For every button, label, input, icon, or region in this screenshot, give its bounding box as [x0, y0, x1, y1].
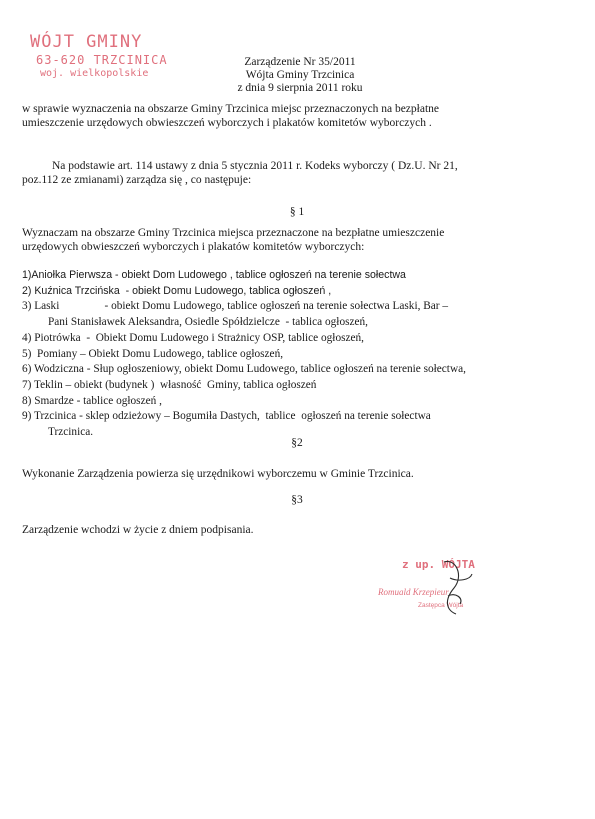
document-header — [200, 56, 400, 95]
stamp-line-1: WÓJT GMINY — [30, 32, 143, 52]
signature-stamp — [360, 548, 540, 618]
signature-stamp-line-3: Zastępca Wójta — [418, 602, 464, 609]
section-1-heading: § 1 — [289, 206, 305, 218]
locations-list — [22, 268, 572, 441]
signature-stamp-line-1: z up. WÓJTA — [402, 558, 475, 571]
list-item-continuation: Trzcinica. — [48, 426, 94, 439]
intro-line-2: urzędowych obwieszczeń wyborczych i plakatów komitetów wyborczych: — [22, 240, 365, 253]
intro-line-1: Wyznaczam na obszarze Gminy Trzcinica miejsca przeznaczone na bezpłatne umieszczenie — [22, 227, 445, 239]
decree-number: Zarządzenie Nr 35/2011 — [244, 56, 356, 68]
section-3-text: Zarządzenie wchodzi w życie z dniem podpisania. — [22, 524, 254, 536]
list-item-continuation: Pani Stanisławek Aleksandra, Osiedle Spółdzielcze - tablica ogłoszeń, — [48, 316, 368, 329]
stamp-line-3: woj. wielkopolskie — [40, 68, 149, 79]
section-1-intro — [22, 227, 562, 254]
section-2-heading: §2 — [291, 437, 303, 449]
list-item: 7) Teklin – obiekt (budynek ) własność Gminy, tablica ogłoszeń — [22, 378, 317, 391]
list-item: 9) Trzcinica - sklep odzieżowy – Bogumiła Dastych, tablice ogłoszeń na terenie sołectwa — [22, 410, 431, 423]
legal-basis-paragraph — [22, 160, 562, 187]
section-3-heading: §3 — [291, 494, 303, 506]
stamp-line-2: 63-620 TRZCINICA — [36, 53, 168, 67]
list-item: 5) Pomiany – Obiekt Domu Ludowego, tablice ogłoszeń, — [22, 347, 284, 360]
signature-stamp-line-2: Romuald Krzepieur — [378, 587, 449, 597]
basis-line-2: poz.112 ze zmianami) zarządza się , co następuje: — [22, 173, 252, 186]
decree-issuer: Wójta Gminy Trzcinica — [245, 69, 355, 81]
list-item: 1)Aniołka Pierwsza - obiekt Dom Ludowego , tablice ogłoszeń na terenie sołectwa — [22, 269, 406, 281]
subject-line-2: umieszczenie urzędowych obwieszczeń wyborczych i plakatów komitetów wyborczych . — [22, 116, 432, 129]
subject-paragraph — [22, 103, 562, 130]
list-item: 6) Wodziczna - Słup ogłoszeniowy, obiekt Domu Ludowego, tablice ogłoszeń na terenie sołectwa, — [22, 363, 466, 376]
list-item: 8) Smardze - tablice ogłoszeń , — [22, 394, 162, 407]
basis-line-1: Na podstawie art. 114 ustawy z dnia 5 stycznia 2011 r. Kodeks wyborczy ( Dz.U. Nr 21, — [52, 160, 458, 172]
list-item: 4) Piotrówka - Obiekt Domu Ludowego i Strażnicy OSP, tablice ogłoszeń, — [22, 331, 364, 344]
list-item: 2) Kuźnica Trzcińska - obiekt Domu Ludowego, tablica ogłoszeń , — [22, 284, 332, 297]
subject-line-1: w sprawie wyznaczenia na obszarze Gminy Trzcinica miejsc przeznaczonych na bezpłatne — [22, 103, 440, 115]
list-item: 3) Laski - obiekt Domu Ludowego, tablice ogłoszeń na terenie sołectwa Laski, Bar – — [22, 300, 449, 313]
decree-date: z dnia 9 sierpnia 2011 roku — [237, 82, 363, 94]
office-stamp — [30, 34, 168, 79]
section-2-text: Wykonanie Zarządzenia powierza się urzędnikowi wyborczemu w Gminie Trzcinica. — [22, 468, 414, 480]
